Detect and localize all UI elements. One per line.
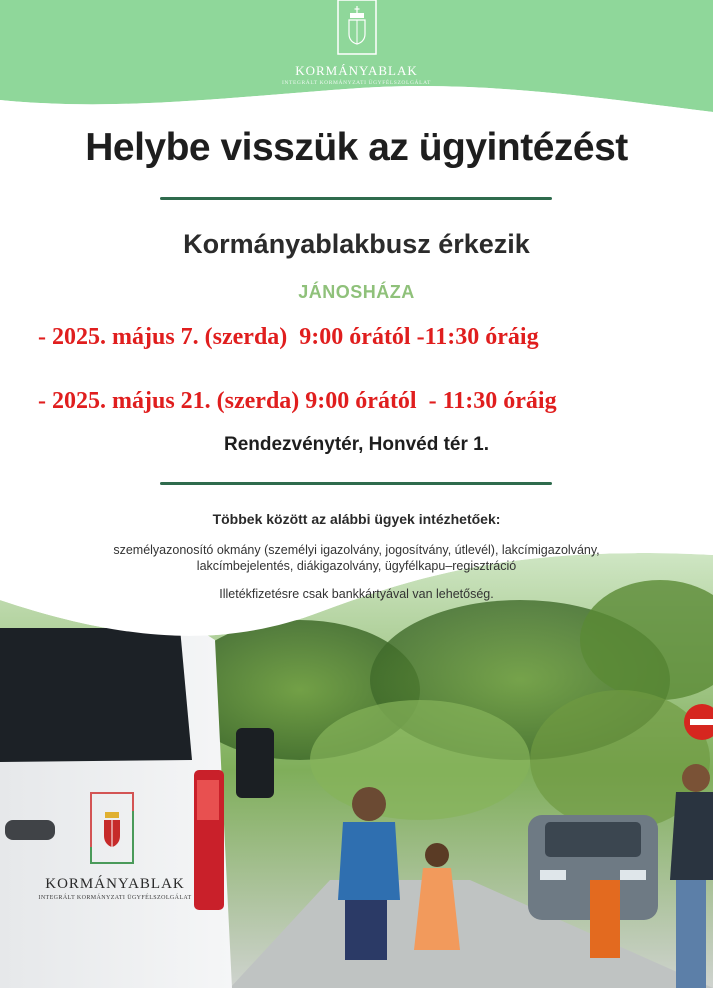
brand-name: KORMÁNYABLAK	[295, 63, 418, 78]
headline: Helybe visszük az ügyintézést	[85, 126, 628, 169]
date-line-1: - 2025. május 7. (szerda) 9:00 órától -11:30 óráig	[38, 324, 539, 350]
van-logo-brand: KORMÁNYABLAK	[45, 876, 185, 892]
payment-note: Illetékfizetésre csak bankkártyával van lehetőség.	[219, 587, 494, 601]
brand-subtitle: INTEGRÁLT KORMÁNYZATI ÜGYFÉLSZOLGÁLAT	[281, 80, 431, 86]
divider-top	[160, 197, 552, 200]
van-logo-subtitle: INTEGRÁLT KORMÁNYZATI ÜGYFÉLSZOLGÁLAT	[38, 895, 192, 901]
subtitle: Kormányablakbusz érkezik	[183, 229, 530, 259]
services-list	[40, 542, 673, 574]
venue: Rendezvénytér, Honvéd tér 1.	[223, 434, 490, 455]
date-line-2: - 2025. május 21. (szerda) 9:00 órától - 11:30 óráig	[38, 388, 557, 414]
services-title: Többek között az alábbi ügyek intézhetőek:	[212, 511, 501, 527]
town-name: JÁNOSHÁZA	[298, 282, 415, 302]
services-line-2: lakcímbejelentés, diákigazolvány, ügyfélkapu–regisztráció	[196, 559, 517, 573]
services-line-1: személyazonosító okmány (személyi igazolvány, jogosítvány, útlevél), lakcímigazolvány,	[113, 543, 600, 557]
divider-bottom	[160, 482, 552, 485]
